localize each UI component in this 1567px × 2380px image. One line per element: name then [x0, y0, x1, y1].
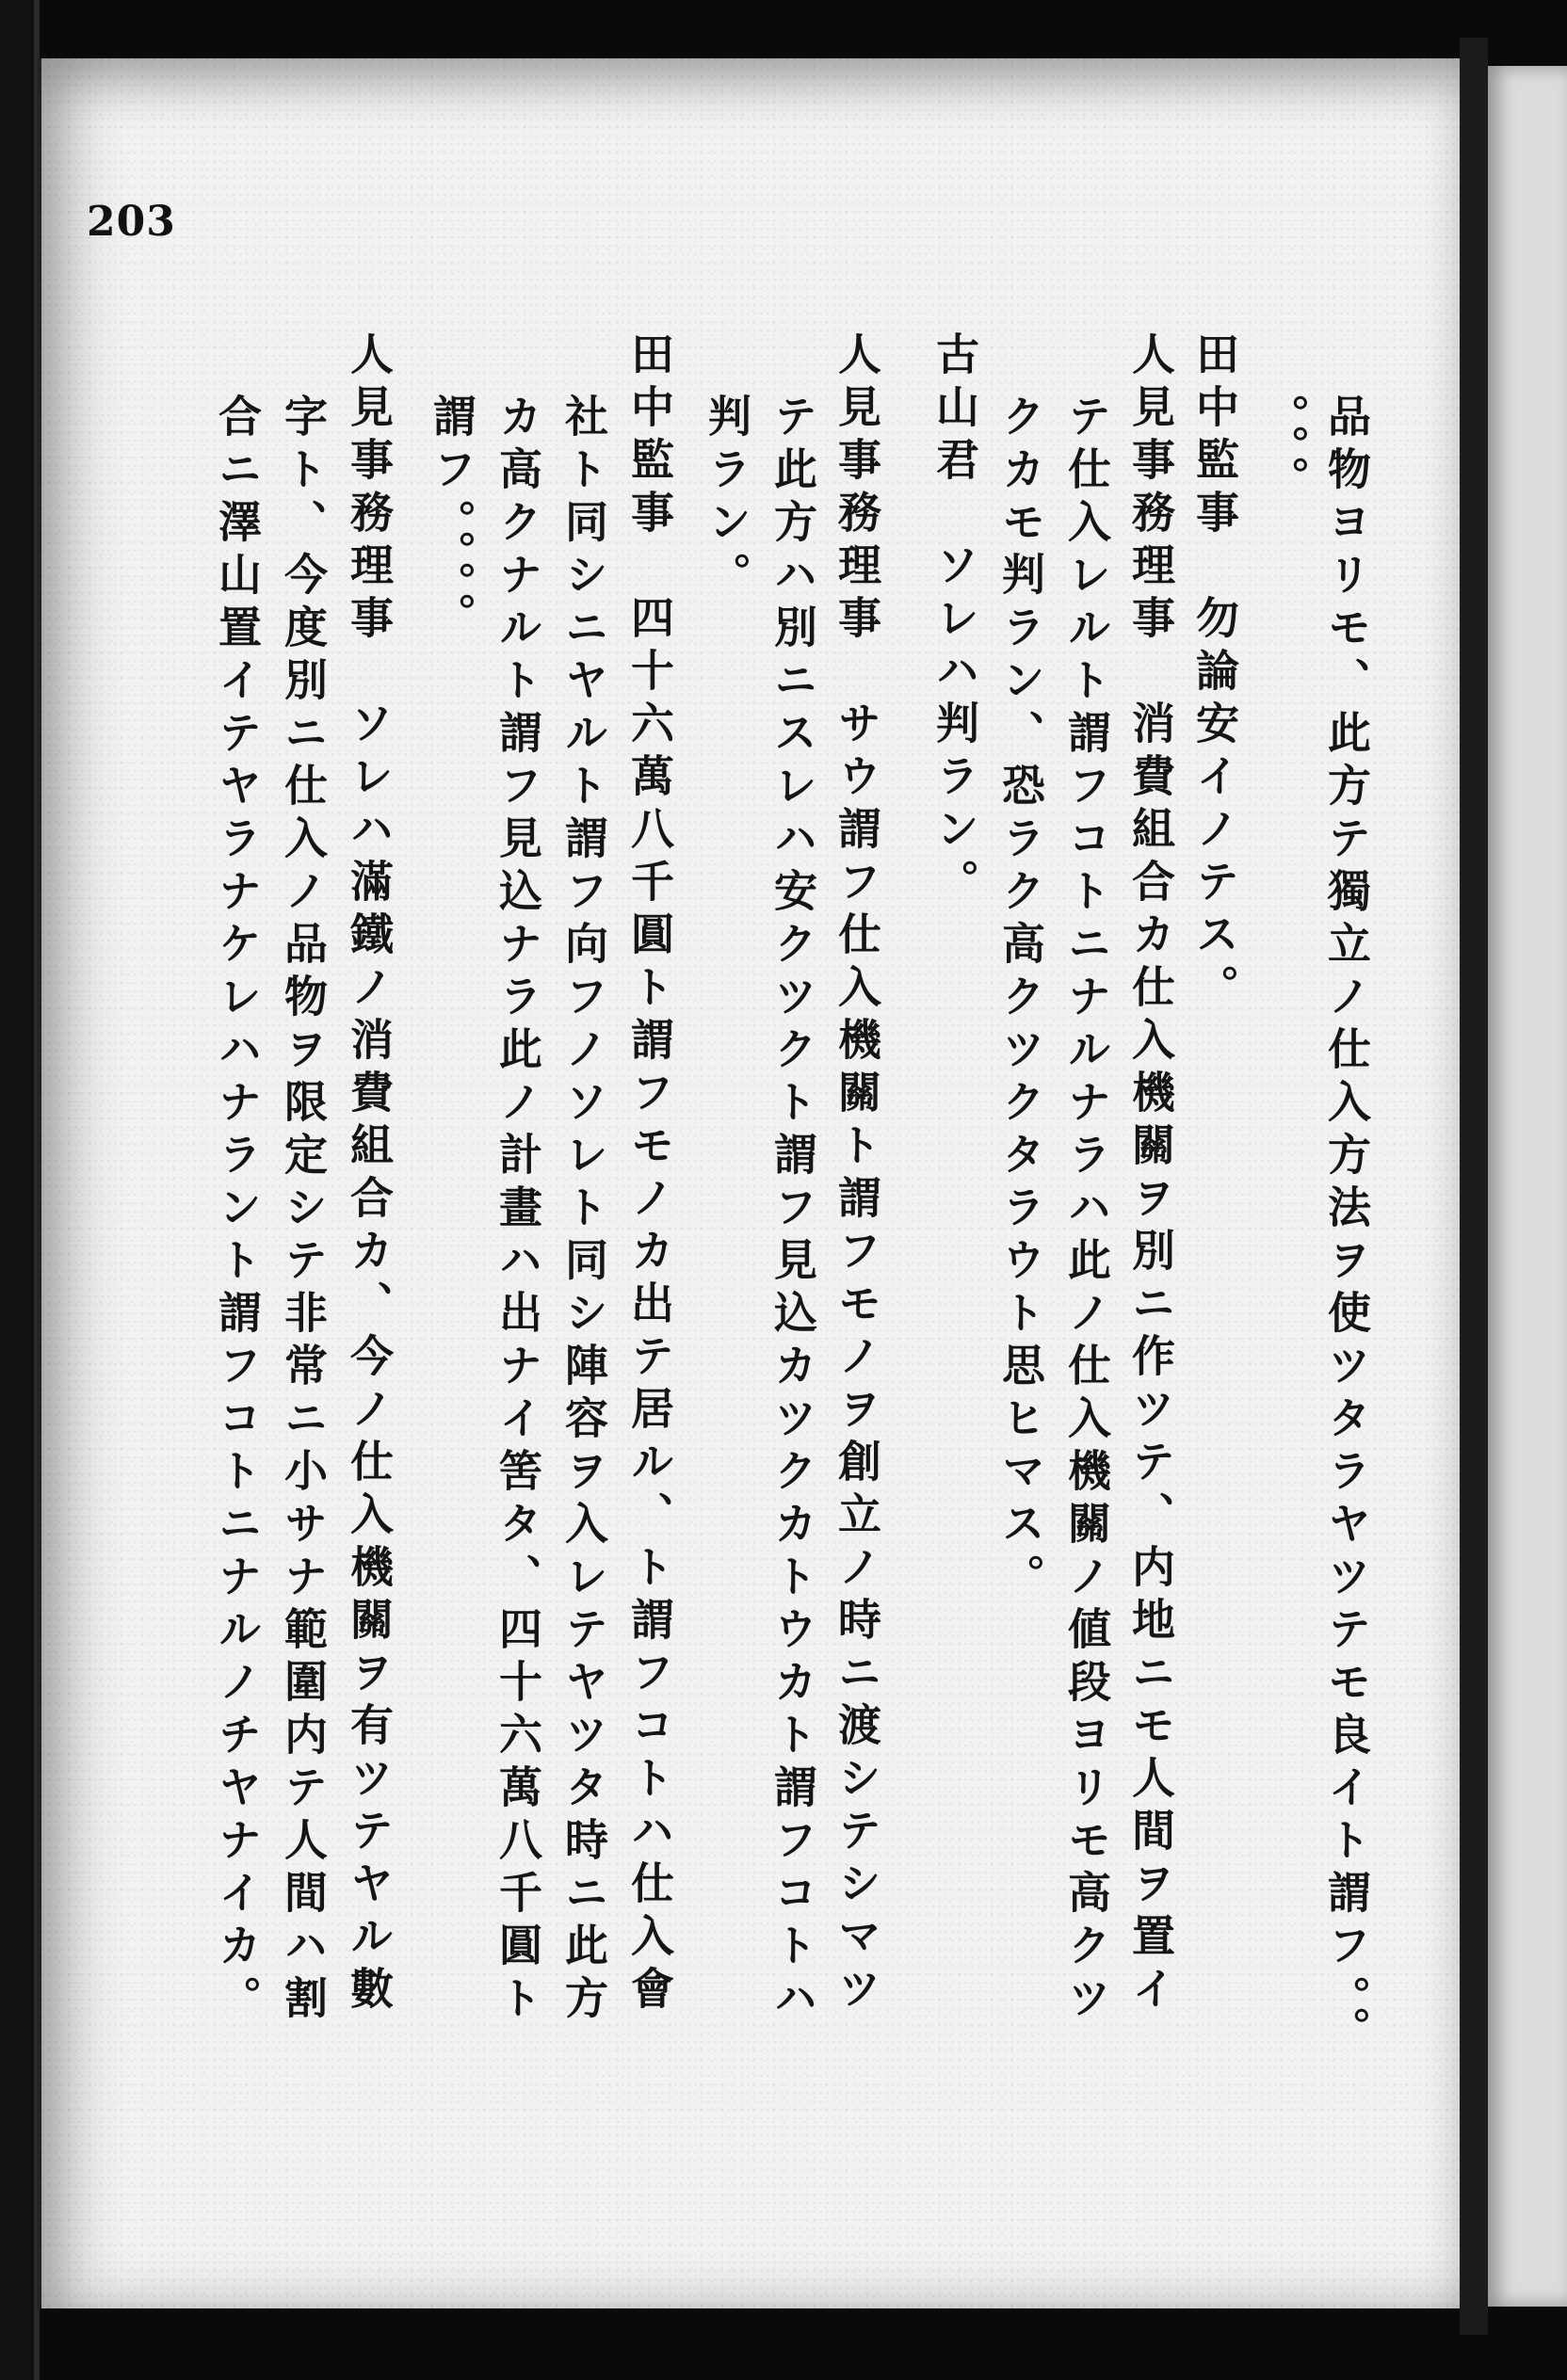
text-column-11: 田中監事 四十六萬八千圓ト謂フモノカ出テ居ル、ト謂フコトハ仕入會 — [624, 331, 675, 2018]
text-column-10: 判ラン。 — [702, 394, 752, 604]
text-column-1: 品物ヨリモ、此方テ獨立ノ仕入方法ヲ使ツタラヤツテモ良イト謂フ。。 — [1321, 394, 1372, 2059]
text-column-17: 合ニ澤山置イテヤラナケレハナラント謂フコトニナルノチヤナイカ。 — [212, 394, 263, 2028]
text-column-2: 。。。 — [1260, 394, 1311, 508]
text-column-15: 人見事務理事 ソレハ滿鐵ノ消費組合カ、今ノ仕入機關ヲ有ツテヤル數 — [344, 331, 395, 2018]
text-column-8: 人見事務理事 サウ謂フ仕入機關ト謂フモノヲ創立ノ時ニ渡シテシマツ — [832, 331, 882, 2018]
text-column-3: 田中監事 勿論安イノテス。 — [1189, 331, 1240, 1017]
text-column-6: クカモ判ラン、恐ラク高クツクタラウト思ヒマス。 — [995, 394, 1046, 1606]
page-number: 203 — [87, 198, 176, 246]
text-column-7: 古山君 ソレハ判ラン。 — [929, 331, 980, 911]
text-column-9: テ此方ハ別ニスレハ安クツクト謂フ見込カツクカトウカト謂フコトハ — [767, 394, 818, 2028]
facing-page-edge — [1488, 66, 1567, 2307]
text-column-12: 社ト同シニヤルト謂フ向フノソレト同シ陣容ヲ入レテヤツタ時ニ此方 — [558, 394, 609, 2028]
center-gutter — [1460, 38, 1488, 2335]
text-column-14: 謂フ。。。。 — [427, 394, 477, 645]
text-column-13: カ高クナルト謂フ見込ナラ此ノ計畫ハ出ナイ筈タ、四十六萬八千圓ト — [493, 394, 543, 2028]
text-column-4: 人見事務理事 消費組合カ仕入機關ヲ別ニ作ツテ、内地ニモ人間ヲ置イ — [1125, 331, 1176, 2018]
left-binding-edge — [0, 0, 40, 2380]
text-column-16: 字ト、今度別ニ仕入ノ品物ヲ限定シテ非常ニ小サナ範圍内テ人間ハ割 — [278, 394, 329, 2028]
text-column-5: テ仕入レルト謂フコトニナルナラハ此ノ仕入機關ノ値段ヨリモ高クツ — [1061, 394, 1112, 2028]
